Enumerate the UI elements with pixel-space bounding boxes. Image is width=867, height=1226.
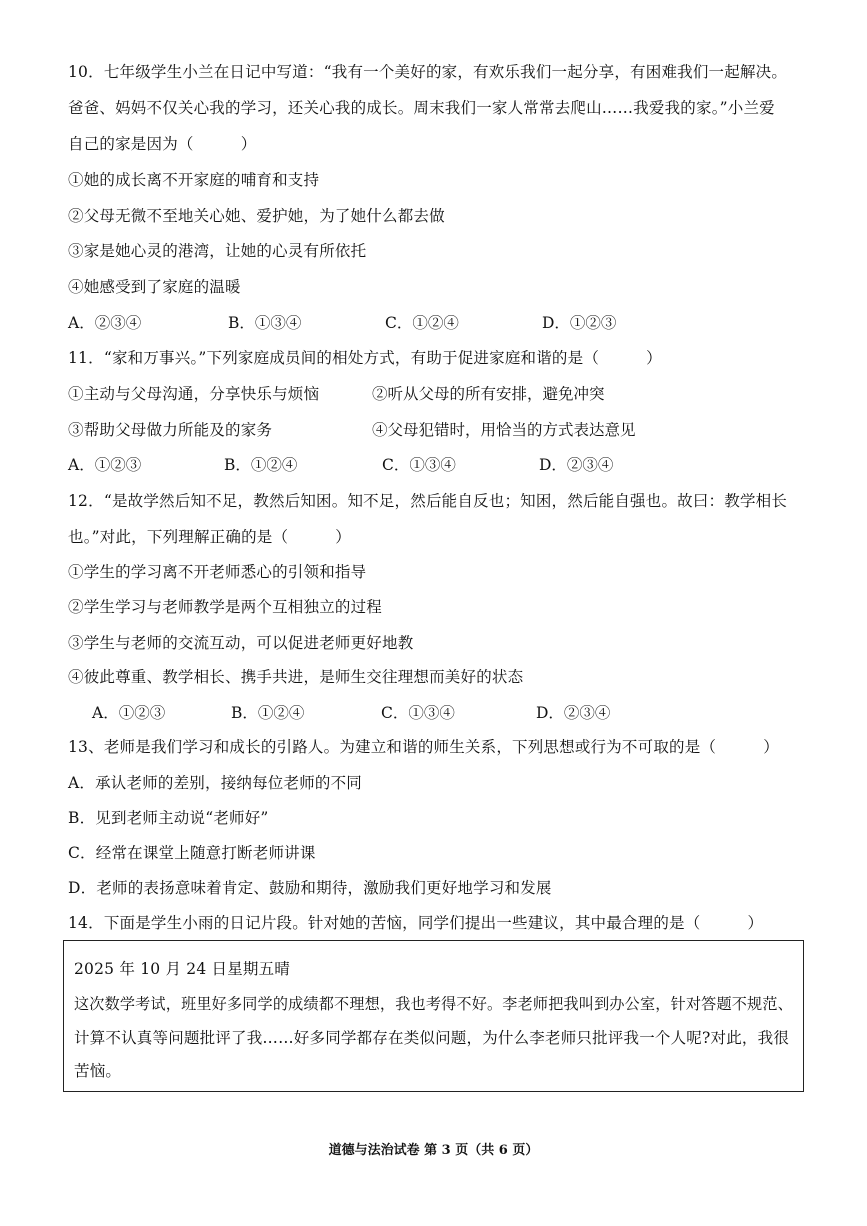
q12-stem-line-2: 也。”对此，下列理解正确的是（ ） xyxy=(68,528,351,546)
q12-item-4: ④彼此尊重、教学相长、携手共进，是师生交往理想而美好的状态 xyxy=(68,668,524,686)
diary-excerpt-box xyxy=(63,940,804,1092)
q12-option-b: B．①②④ xyxy=(231,704,305,722)
page-footer: 道德与法治试卷 第 3 页（共 6 页） xyxy=(328,1143,539,1158)
diary-line-2: 计算不认真等问题批评了我……好多同学都存在类似问题，为什么李老师只批评我一个人呢?对此，我很 xyxy=(74,1029,790,1047)
q12-stem-line-1: 12．“是故学然后知不足，教然后知困。知不足，然后能自反也；知困，然后能自强也。故曰：教学相长 xyxy=(68,492,788,510)
q11-item-4: ④父母犯错时，用恰当的方式表达意见 xyxy=(372,421,636,439)
q11-item-2: ②听从父母的所有安排，避免冲突 xyxy=(372,385,605,403)
q13-option-a: A．承认老师的差别，接纳每位老师的不同 xyxy=(68,774,362,792)
q12-option-d: D．②③④ xyxy=(536,704,611,722)
q11-option-b: B．①②④ xyxy=(224,456,298,474)
q10-stem-line-3: 自己的家是因为（ ） xyxy=(68,135,257,153)
q14-stem: 14．下面是学生小雨的日记片段。针对她的苦恼，同学们提出一些建议，其中最合理的是（ ） xyxy=(68,914,764,932)
q10-item-4: ④她感受到了家庭的温暖 xyxy=(68,278,241,296)
diary-line-3: 苦恼。 xyxy=(74,1062,122,1080)
q13-option-d: D．老师的表扬意味着肯定、鼓励和期待，激励我们更好地学习和发展 xyxy=(68,879,552,897)
q12-option-c: C．①③④ xyxy=(381,704,455,722)
q11-option-c: C．①③④ xyxy=(382,456,456,474)
q10-item-2: ②父母无微不至地关心她、爱护她，为了她什么都去做 xyxy=(68,207,445,225)
q10-option-a: A．②③④ xyxy=(68,314,142,332)
q11-item-1: ①主动与父母沟通，分享快乐与烦恼 xyxy=(68,385,320,403)
q10-item-3: ③家是她心灵的港湾，让她的心灵有所依托 xyxy=(68,242,367,260)
q12-item-3: ③学生与老师的交流互动，可以促进老师更好地教 xyxy=(68,634,414,652)
q12-option-a: A．①②③ xyxy=(92,704,166,722)
q12-item-2: ②学生学习与老师教学是两个互相独立的过程 xyxy=(68,598,383,616)
q11-item-3: ③帮助父母做力所能及的家务 xyxy=(68,421,273,439)
q11-stem: 11．“家和万事兴。”下列家庭成员间的相处方式，有助于促进家庭和谐的是（ ） xyxy=(68,349,662,367)
q10-stem-line-1: 10．七年级学生小兰在日记中写道：“我有一个美好的家，有欢乐我们一起分享，有困难我们一起解决。 xyxy=(68,63,788,81)
q11-option-d: D．②③④ xyxy=(539,456,614,474)
q10-item-1: ①她的成长离不开家庭的哺育和支持 xyxy=(68,171,320,189)
q10-option-d: D．①②③ xyxy=(542,314,617,332)
q10-option-c: C．①②④ xyxy=(385,314,459,332)
q13-stem: 13、老师是我们学习和成长的引路人。为建立和谐的师生关系，下列思想或行为不可取的是（ ） xyxy=(68,738,779,756)
q13-option-b: B．见到老师主动说“老师好” xyxy=(68,809,269,827)
q12-item-1: ①学生的学习离不开老师悉心的引领和指导 xyxy=(68,563,367,581)
q13-option-c: C．经常在课堂上随意打断老师讲课 xyxy=(68,844,316,862)
diary-date: 2025 年 10 月 24 日星期五晴 xyxy=(74,960,291,978)
q10-stem-line-2: 爸爸、妈妈不仅关心我的学习，还关心我的成长。周末我们一家人常常去爬山……我爱我的家。”小兰爱 xyxy=(68,99,775,117)
q11-option-a: A．①②③ xyxy=(68,456,142,474)
diary-line-1: 这次数学考试，班里好多同学的成绩都不理想，我也考得不好。李老师把我叫到办公室，针对答题不规范、 xyxy=(74,995,793,1013)
q10-option-b: B．①③④ xyxy=(228,314,302,332)
